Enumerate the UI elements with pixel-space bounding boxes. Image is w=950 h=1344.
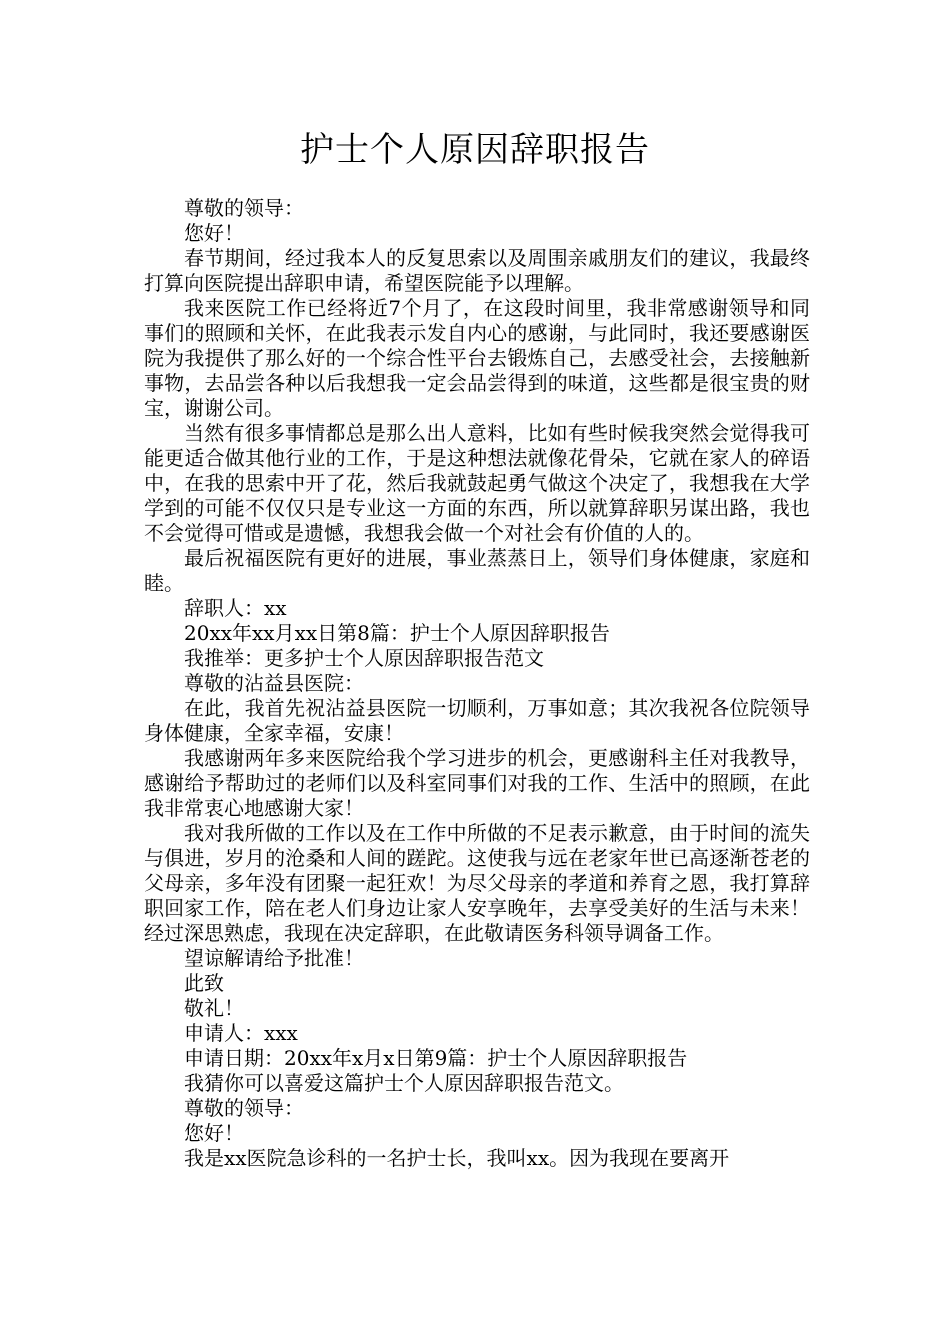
date-line: 申请日期：20xx年x月x日第9篇：护士个人原因辞职报告 (184, 1046, 688, 1070)
recommendation-line: 我推举：更多护士个人原因辞职报告范文 (184, 646, 544, 670)
body-paragraph: 当然有很多事情都总是那么出人意料，比如有些时候我突然会觉得我可能更适合做其他行业的工作，于是这种想法就像花骨朵，它就在家人的碎语中，在我的思索中开了花，然后我就鼓起勇气做这个决定了，我想我在大学学到的可能不仅仅只是专业这一方面的东西，所以就算辞职另谋出路，我也不会觉得可惜或是遗憾，我想我会做一个对社会有价值的人的。 (144, 421, 810, 545)
body-paragraph: 我是xx医院急诊科的一名护士长，我叫xx。因为我现在要离开 (184, 1146, 730, 1170)
closing-line: 此致 (184, 971, 224, 995)
body-paragraph: 在此，我首先祝沾益县医院一切顺利，万事如意；其次我祝各位院领导身体健康，全家幸福，安康！ (144, 696, 810, 745)
document-title: 护士个人原因辞职报告 (300, 130, 650, 170)
body-paragraph: 最后祝福医院有更好的进展，事业蒸蒸日上，领导们身体健康，家庭和睦。 (144, 546, 810, 595)
greeting: 您好！ (184, 1121, 244, 1145)
salutation: 尊敬的领导： (184, 196, 304, 220)
signature-line: 辞职人：xx (184, 596, 287, 620)
body-paragraph: 春节期间，经过我本人的反复思索以及周围亲戚朋友们的建议，我最终打算向医院提出辞职申请，希望医院能予以理解。 (144, 246, 810, 295)
signature-line: 申请人：xxx (184, 1021, 298, 1045)
body-paragraph: 我感谢两年多来医院给我个学习进步的机会，更感谢科主任对我教导，感谢给予帮助过的老师们以及科室同事们对我的工作、生活中的照顾，在此我非常衷心地感谢大家！ (144, 746, 810, 820)
closing-line: 望谅解请给予批准！ (184, 946, 364, 970)
greeting: 您好！ (184, 221, 244, 245)
salutation: 尊敬的沾益县医院： (184, 671, 364, 695)
salutation: 尊敬的领导： (184, 1096, 304, 1120)
date-line: 20xx年xx月xx日第8篇：护士个人原因辞职报告 (184, 621, 610, 645)
body-paragraph: 我来医院工作已经将近7个月了，在这段时间里，我非常感谢领导和同事们的照顾和关怀，在此我表示发自内心的感谢，与此同时，我还要感谢医院为我提供了那么好的一个综合性平台去锻炼自己，去感受社会，去接触新事物，去品尝各种以后我想我一定会品尝得到的味道，这些都是很宝贵的财宝，谢谢公司。 (144, 296, 810, 420)
body-paragraph: 我对我所做的工作以及在工作中所做的不足表示歉意，由于时间的流失与俱进，岁月的沧桑和人间的蹉跎。这使我与远在老家年世已高逐渐苍老的父母亲，多年没有团聚一起狂欢！为尽父母亲的孝道和养育之恩，我打算辞职回家工作，陪在老人们身边让家人安享晚年，去享受美好的生活与未来！经过深思熟虑，我现在决定辞职，在此敬请医务科领导调备工作。 (144, 821, 810, 945)
closing-line: 敬礼！ (184, 996, 244, 1020)
recommendation-line: 我猜你可以喜爱这篇护士个人原因辞职报告范文。 (184, 1071, 624, 1095)
document-body (144, 196, 810, 1171)
